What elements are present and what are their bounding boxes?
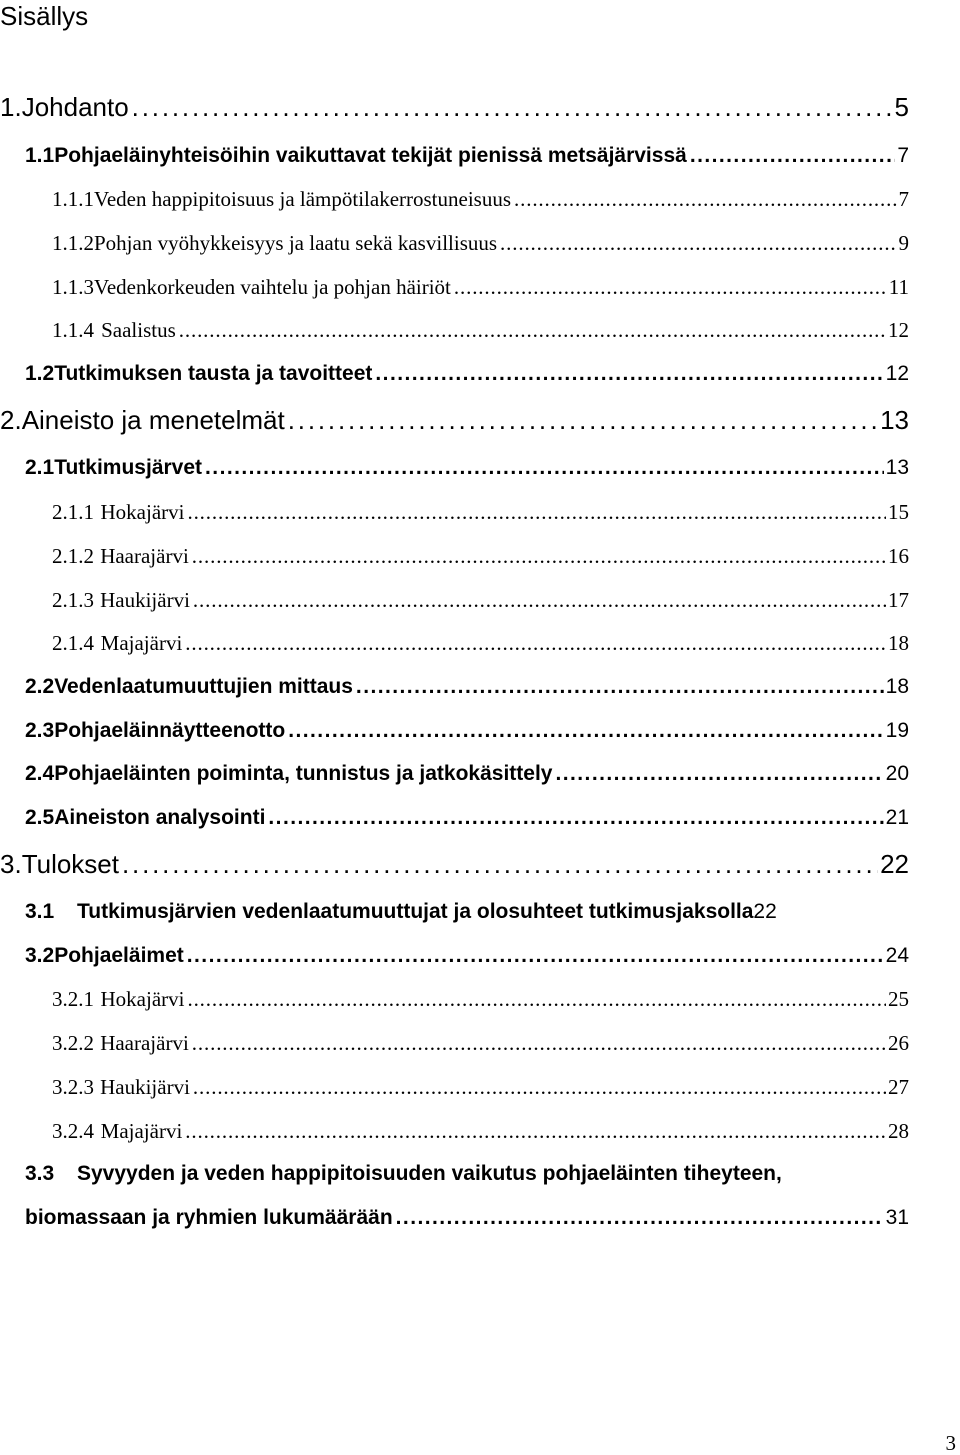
toc-leader — [514, 187, 896, 212]
toc-leader — [375, 362, 883, 386]
toc-leader — [288, 405, 878, 436]
toc-title: Majajärvi — [100, 631, 183, 655]
toc-title: Haarajärvi — [100, 1031, 189, 1055]
toc-number: 1.1.1 — [52, 187, 94, 211]
toc-page: 16 — [888, 544, 909, 568]
toc-number: 1.1.2 — [52, 231, 94, 255]
toc-title: Haarajärvi — [100, 544, 189, 568]
toc-entry[interactable] — [52, 1075, 909, 1100]
toc-leader — [454, 275, 887, 300]
toc-page: 12 — [888, 318, 909, 342]
toc-page: 13 — [885, 456, 909, 479]
toc-number: 2.4 — [25, 762, 55, 785]
toc-leader — [187, 987, 886, 1012]
toc-leader — [192, 1031, 886, 1056]
toc-page: 7 — [898, 187, 909, 211]
toc-title: Saalistus — [101, 318, 176, 342]
toc-entry-line1[interactable] — [25, 1162, 782, 1186]
toc-number: 2.1.4 — [52, 631, 94, 655]
toc-page: 12 — [885, 362, 909, 385]
toc-leader — [288, 719, 883, 743]
toc-entry[interactable] — [52, 1119, 909, 1144]
toc-leader — [192, 544, 886, 569]
toc-number: 1.2 — [25, 362, 55, 385]
toc-number: 3.2.3 — [52, 1075, 94, 1099]
toc-title: Pohjaeläinnäytteenotto — [54, 719, 286, 742]
toc-title: Pohjan vyöhykkeisyys ja laatu sekä kasvillisuus — [94, 231, 498, 255]
toc-page: 28 — [888, 1119, 909, 1143]
toc-title: Aineiston analysointi — [54, 806, 266, 829]
toc-leader — [193, 1075, 886, 1100]
toc-entry[interactable] — [52, 588, 909, 613]
toc-page: 9 — [898, 231, 909, 255]
toc-title: Hokajärvi — [100, 987, 185, 1011]
toc-entry[interactable] — [52, 1031, 909, 1056]
toc-title: Tutkimusjärvien vedenlaatumuuttujat ja olosuhteet tutkimusjaksolla — [77, 900, 754, 923]
toc-number: 3.1 — [25, 900, 55, 923]
page-number: 3 — [945, 1431, 956, 1455]
toc-leader — [205, 456, 884, 480]
toc-page: 7 — [897, 144, 909, 167]
toc-number: 2.3 — [25, 719, 55, 742]
toc-title: Tulokset — [21, 849, 119, 879]
toc-leader — [500, 231, 896, 256]
toc-title: Majajärvi — [100, 1119, 183, 1143]
toc-leader — [555, 762, 883, 786]
toc-number: 1.1 — [25, 144, 55, 167]
toc-title: Syvyyden ja veden happipitoisuuden vaikutus pohjaeläinten tiheyteen, — [77, 1162, 782, 1185]
page-title: Sisällys — [0, 1, 89, 31]
toc-number: 2.2 — [25, 675, 55, 698]
toc-entry-line2[interactable] — [25, 1206, 909, 1230]
toc-page: 22 — [880, 849, 909, 879]
toc-page: 18 — [888, 631, 909, 655]
toc-title: Pohjaeläinyhteisöihin vaikuttavat tekijät pienissä metsäjärvissä — [54, 144, 687, 167]
toc-page: 26 — [888, 1031, 909, 1055]
toc-entry[interactable] — [25, 900, 925, 924]
toc-entry[interactable] — [52, 500, 909, 525]
toc-leader — [193, 588, 886, 613]
toc-page: 19 — [885, 719, 909, 742]
toc-entry[interactable] — [25, 944, 909, 968]
toc-entry[interactable] — [0, 92, 909, 123]
toc-page: 27 — [888, 1075, 909, 1099]
toc-number: 3. — [0, 849, 22, 879]
toc-leader — [122, 849, 878, 880]
toc-number: 1.1.4 — [52, 318, 94, 342]
toc-number: 1. — [0, 92, 22, 122]
toc-title: Hokajärvi — [100, 500, 185, 524]
toc-number: 3.3 — [25, 1162, 55, 1185]
toc-entry[interactable] — [52, 318, 909, 343]
toc-title: Johdanto — [21, 92, 129, 122]
toc-entry[interactable] — [0, 849, 909, 880]
toc-title: Vedenlaatumuuttujien mittaus — [54, 675, 353, 698]
toc-page: 21 — [885, 806, 909, 829]
toc-leader — [179, 318, 886, 343]
toc-entry[interactable] — [0, 405, 909, 436]
toc-entry[interactable] — [25, 762, 909, 786]
toc-title: Haukijärvi — [100, 1075, 190, 1099]
toc-number: 2.1.3 — [52, 588, 94, 612]
toc-number: 2. — [0, 405, 22, 435]
toc-leader — [356, 675, 884, 699]
toc-page: 18 — [885, 675, 909, 698]
toc-leader — [268, 806, 883, 830]
toc-page: 24 — [885, 944, 909, 967]
toc-title: Pohjaeläinten poiminta, tunnistus ja jatkokäsittely — [54, 762, 553, 785]
toc-number: 2.1.1 — [52, 500, 94, 524]
toc-title: Tutkimuksen tausta ja tavoitteet — [54, 362, 373, 385]
toc-leader — [185, 1119, 886, 1144]
toc-entry[interactable] — [25, 456, 909, 480]
toc-number: 1.1.3 — [52, 275, 94, 299]
toc-entry[interactable] — [52, 631, 909, 656]
toc-leader — [132, 92, 893, 123]
toc-entry[interactable] — [25, 806, 909, 830]
toc-page: 11 — [888, 275, 909, 299]
toc-page: 20 — [885, 762, 909, 785]
toc-number: 3.2.1 — [52, 987, 94, 1011]
toc-title: Aineisto ja menetelmät — [21, 405, 285, 435]
toc-title: Haukijärvi — [100, 588, 190, 612]
toc-leader — [187, 944, 884, 968]
toc-entry[interactable] — [52, 231, 909, 256]
toc-entry[interactable] — [25, 144, 909, 168]
toc-entry[interactable] — [25, 719, 909, 743]
toc-page: 13 — [880, 405, 909, 435]
toc-page: 5 — [894, 92, 909, 122]
toc-number: 3.2.2 — [52, 1031, 94, 1055]
toc-entry[interactable] — [52, 544, 909, 569]
toc-page: 22 — [753, 900, 777, 923]
toc-entry[interactable] — [52, 187, 909, 212]
toc-page: 31 — [885, 1206, 909, 1229]
toc-number: 3.2.4 — [52, 1119, 94, 1143]
toc-title: Pohjaeläimet — [54, 944, 184, 967]
toc-entry[interactable] — [25, 675, 909, 699]
toc-number: 2.5 — [25, 806, 55, 829]
toc-number: 2.1.2 — [52, 544, 94, 568]
toc-title: Veden happipitoisuus ja lämpötilakerrostuneisuus — [94, 187, 512, 211]
toc-entry[interactable] — [25, 362, 909, 386]
toc-leader — [690, 144, 896, 168]
toc-leader — [185, 631, 886, 656]
toc-page: 17 — [888, 588, 909, 612]
toc-entry[interactable] — [52, 987, 909, 1012]
toc-entry[interactable] — [52, 275, 909, 300]
toc-title: Tutkimusjärvet — [54, 456, 203, 479]
toc-title: Vedenkorkeuden vaihtelu ja pohjan häiriöt — [94, 275, 451, 299]
toc-page: 25 — [888, 987, 909, 1011]
toc-number: 3.2 — [25, 944, 55, 967]
toc-page: 15 — [888, 500, 909, 524]
toc-number: 2.1 — [25, 456, 55, 479]
toc-leader — [396, 1206, 884, 1230]
toc-title-continuation: biomassaan ja ryhmien lukumäärään — [25, 1206, 393, 1229]
toc-leader — [187, 500, 886, 525]
